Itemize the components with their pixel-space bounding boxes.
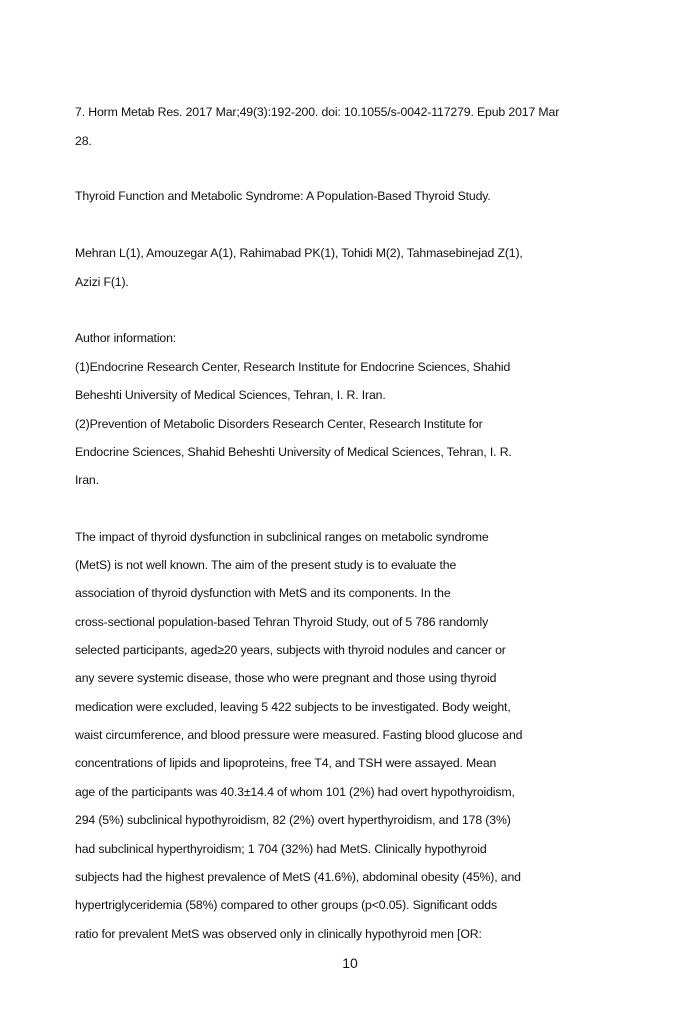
affiliation-line: Iran. [75, 473, 99, 487]
abstract-line: had subclinical hyperthyroidism; 1 704 (32%) had MetS. Clinically hypothyroid [75, 842, 487, 856]
abstract-line: hypertriglyceridemia (58%) compared to other groups (p<0.05). Significant odds [75, 898, 497, 912]
abstract-line: association of thyroid dysfunction with MetS and its components. In the [75, 586, 451, 600]
abstract-line: subjects had the highest prevalence of MetS (41.6%), abdominal obesity (45%), and [75, 870, 521, 884]
affiliation-line: Endocrine Sciences, Shahid Beheshti University of Medical Sciences, Tehran, I. R. [75, 445, 512, 459]
article-title: Thyroid Function and Metabolic Syndrome: A Population-Based Thyroid Study. [75, 189, 491, 203]
authors-line: Mehran L(1), Amouzegar A(1), Rahimabad PK(1), Tohidi M(2), Tahmasebinejad Z(1), [75, 246, 523, 260]
abstract-line: age of the participants was 40.3±14.4 of whom 101 (2%) had overt hypothyroidism, [75, 785, 515, 799]
abstract-line: cross-sectional population-based Tehran Thyroid Study, out of 5 786 randomly [75, 615, 489, 629]
author-info-heading: Author information: [75, 331, 177, 345]
abstract-line: ratio for prevalent MetS was observed only in clinically hypothyroid men [OR: [75, 927, 482, 941]
citation-line: 28. [75, 134, 92, 148]
abstract-line: medication were excluded, leaving 5 422 subjects to be investigated. Body weight, [75, 700, 511, 714]
abstract-line: concentrations of lipids and lipoproteins, free T4, and TSH were assayed. Mean [75, 756, 497, 770]
citation-line: 7. Horm Metab Res. 2017 Mar;49(3):192-200. doi: 10.1055/s-0042-117279. Epub 2017 Mar [75, 105, 560, 119]
abstract-line: any severe systemic disease, those who were pregnant and those using thyroid [75, 671, 497, 685]
abstract-line: (MetS) is not well known. The aim of the present study is to evaluate the [75, 558, 457, 572]
affiliation-line: (1)Endocrine Research Center, Research Institute for Endocrine Sciences, Shahid [75, 360, 511, 374]
abstract-line: selected participants, aged≥20 years, subjects with thyroid nodules and cancer or [75, 643, 506, 657]
abstract-line: 294 (5%) subclinical hypothyroidism, 82 (2%) overt hyperthyroidism, and 178 (3%) [75, 813, 511, 827]
abstract-line: The impact of thyroid dysfunction in subclinical ranges on metabolic syndrome [75, 530, 489, 544]
abstract-line: waist circumference, and blood pressure were measured. Fasting blood glucose and [75, 728, 523, 742]
affiliation-line: Beheshti University of Medical Sciences, Tehran, I. R. Iran. [75, 388, 386, 402]
page-number: 10 [342, 955, 358, 971]
affiliation-line: (2)Prevention of Metabolic Disorders Research Center, Research Institute for [75, 417, 483, 431]
authors-line: Azizi F(1). [75, 275, 129, 289]
